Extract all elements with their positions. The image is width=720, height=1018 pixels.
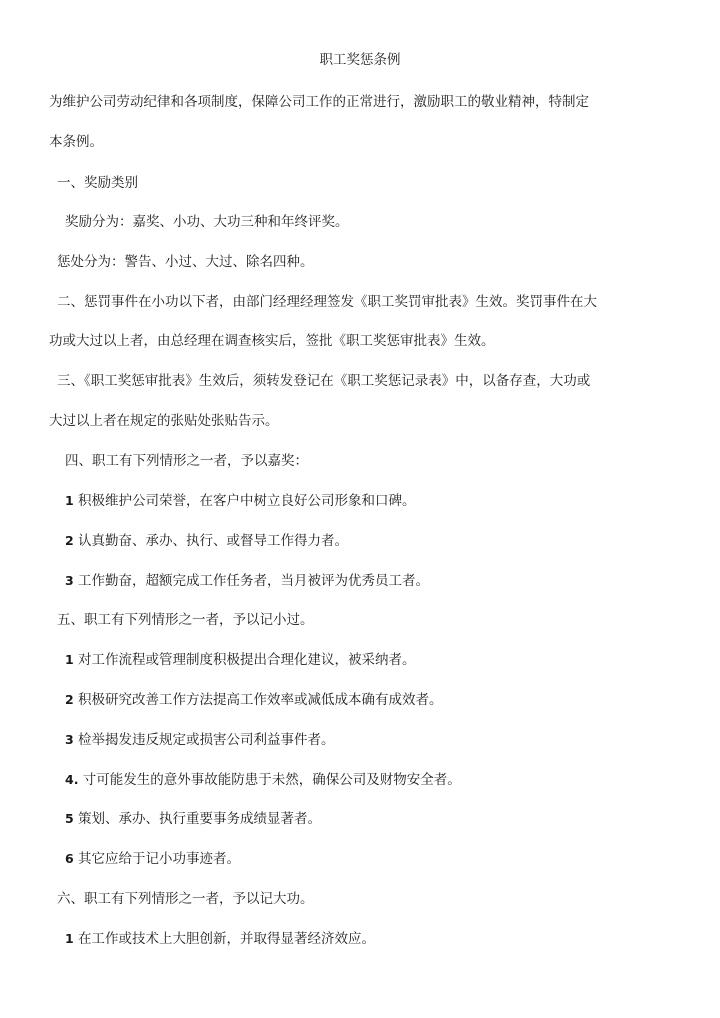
list-item-text: 工作勤奋，超额完成工作任务者，当月被评为优秀员工者。 (78, 573, 429, 589)
list-number: 3 (65, 573, 74, 588)
document-title: 职工奖惩条例 (319, 52, 401, 68)
section-2-line-1: 二、惩罚事件在小功以下者，由部门经理经理签发《职工奖罚审批表》生效。奖罚事件在大 (57, 294, 597, 310)
list-item-text: 对工作流程或管理制度积极提出合理化建议，被采纳者。 (78, 652, 416, 668)
section-3-line-1: 三、《职工奖惩审批表》生效后，须转发登记在《职工奖惩记录表》中，以备存查，大功或 (57, 373, 591, 389)
section-heading-1: 一、奖励类别 (57, 175, 138, 191)
list-item (65, 691, 443, 709)
list-item (65, 850, 240, 868)
paragraph-intro-line-1: 为维护公司劳动纪律和各项制度，保障公司工作的正常进行，激励职工的敬业精神，特制定 (49, 94, 589, 110)
list-item-text: 积极研究改善工作方法提高工作效率或减低成本确有成效者。 (78, 692, 443, 708)
list-item-text: 积极维护公司荣誉，在客户中树立良好公司形象和口碑。 (78, 493, 416, 509)
list-item-text: 检举揭发违反规定或损害公司利益事件者。 (78, 732, 335, 748)
paragraph-intro-line-2: 本条例。 (49, 134, 103, 150)
section-heading-5: 五、职工有下列情形之一者，予以记小过。 (57, 612, 314, 628)
list-item-text: 认真勤奋、承办、执行、或督导工作得力者。 (78, 533, 348, 549)
list-item-text: 寸可能发生的意外事故能防患于未然，确保公司及财物安全者。 (82, 772, 461, 788)
section-heading-4: 四、职工有下列情形之一者，予以嘉奖： (65, 453, 308, 469)
list-number: 1 (65, 493, 74, 508)
list-number: 6 (65, 851, 74, 866)
list-item (65, 492, 416, 510)
list-item (65, 572, 429, 590)
list-item (65, 771, 461, 789)
section-heading-6: 六、职工有下列情形之一者，予以记大功。 (57, 891, 314, 907)
list-item-text: 策划、承办、执行重要事务成绩显著者。 (78, 811, 321, 827)
list-number: 4. (65, 772, 79, 787)
list-number: 1 (65, 931, 74, 946)
section-2-line-2: 功或大过以上者，由总经理在调查核实后，签批《职工奖惩审批表》生效。 (49, 333, 495, 349)
list-number: 2 (65, 692, 74, 707)
list-number: 1 (65, 652, 74, 667)
list-item (65, 930, 375, 948)
list-item (65, 532, 348, 550)
punishment-types-line: 惩处分为：警告、小过、大过、除名四种。 (57, 254, 314, 270)
list-number: 3 (65, 732, 74, 747)
list-item (65, 810, 321, 828)
list-item (65, 651, 416, 669)
reward-types-line: 奖励分为：嘉奖、小功、大功三种和年终评奖。 (65, 214, 349, 230)
section-3-line-2: 大过以上者在规定的张贴处张贴告示。 (49, 413, 279, 429)
list-number: 5 (65, 811, 74, 826)
list-number: 2 (65, 533, 74, 548)
list-item (65, 731, 335, 749)
list-item-text: 其它应给于记小功事迹者。 (78, 851, 240, 867)
list-item-text: 在工作或技术上大胆创新，并取得显著经济效应。 (78, 931, 375, 947)
